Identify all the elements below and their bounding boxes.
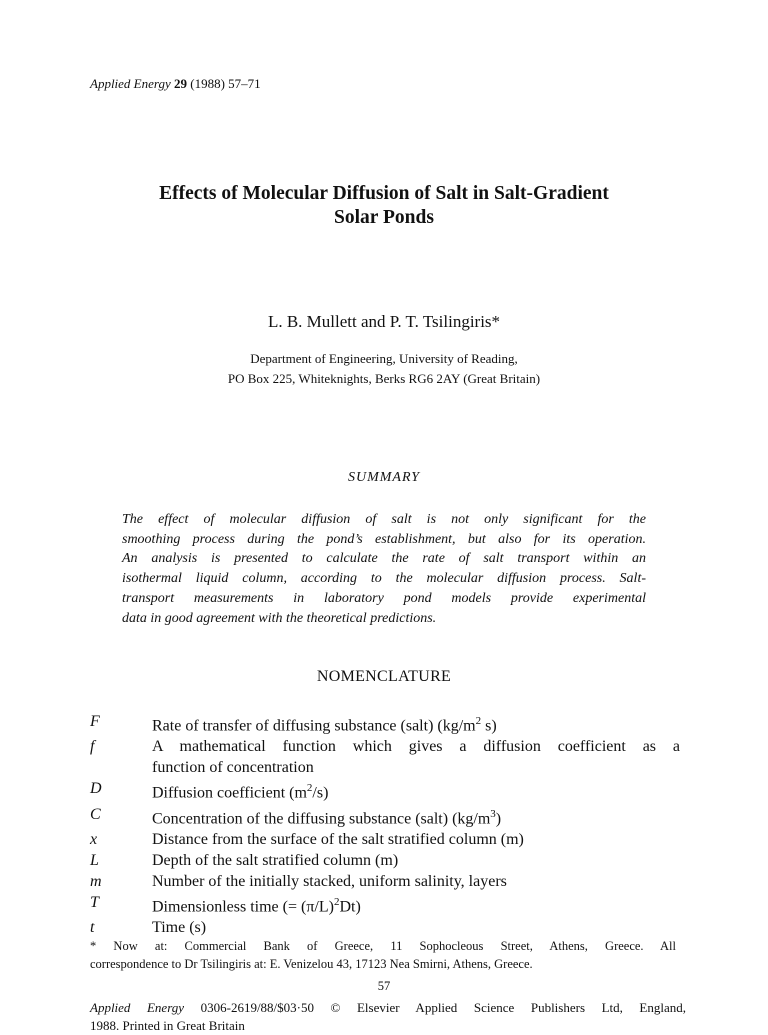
nomenclature-item xyxy=(90,892,680,917)
nomenclature-symbol: m xyxy=(90,872,102,890)
paper-title-line1: Effects of Molecular Diffusion of Salt in Salt-Gradient xyxy=(159,183,609,204)
definition-text: Concentration of the diffusing substance (salt) (kg/m xyxy=(152,809,491,827)
nomenclature-symbol: L xyxy=(90,851,99,869)
superscript: 2 xyxy=(475,715,482,727)
footnote-line2: correspondence to Dr Tsilingiris at: E. Venizelou 43, 17123 Nea Smirni, Athens, Greece. xyxy=(90,957,533,971)
copyright-line1 xyxy=(90,999,686,1017)
journal-name: Applied Energy xyxy=(90,76,171,91)
superscript: 2 xyxy=(306,782,313,795)
page-number: 57 xyxy=(377,979,391,993)
nomenclature-item xyxy=(90,871,680,892)
nomenclature-definition xyxy=(152,778,680,803)
summary-line: An analysis is presented to calculate the rate of salt transport within an xyxy=(122,551,646,567)
nomenclature-item xyxy=(90,804,680,829)
nomenclature-symbol: f xyxy=(90,738,95,756)
nomenclature-definition: Distance from the surface of the salt stratified column (m) xyxy=(152,830,524,848)
footnote-line1: * Now at: Commercial Bank of Greece, 11 Sophocleous Street, Athens, Greece. All xyxy=(90,939,676,953)
nomenclature-item xyxy=(90,850,680,871)
nomenclature-symbol: D xyxy=(90,780,102,798)
journal-volume: 29 xyxy=(174,76,187,91)
summary-line: isothermal liquid column, according to the molecular diffusion process. Salt- xyxy=(122,571,646,587)
definition-text: Rate of transfer of diffusing substance (salt) (kg/m xyxy=(152,717,476,735)
footnote xyxy=(90,937,676,973)
copyright-text: 0306-2619/88/$03·50 © Elsevier Applied Science Publishers Ltd, England, xyxy=(184,1000,687,1015)
paper-title xyxy=(60,182,708,230)
definition-text: Dt) xyxy=(339,898,361,916)
journal-year-pages: (1988) 57–71 xyxy=(190,76,261,91)
nomenclature-symbol: T xyxy=(90,893,99,911)
definition-text: Diffusion coefficient (m xyxy=(152,784,307,802)
nomenclature-symbol: F xyxy=(90,713,100,730)
superscript: 3 xyxy=(490,807,496,820)
nomenclature-item xyxy=(90,736,680,757)
nomenclature-definition xyxy=(152,892,680,917)
definition-text: Dimensionless time (= (π/L) xyxy=(152,898,334,916)
summary-text xyxy=(122,510,646,628)
copyright-line2: 1988. Printed in Great Britain xyxy=(90,1018,245,1033)
nomenclature-definition: Time (s) xyxy=(152,919,207,937)
definition-text: ) xyxy=(495,809,502,827)
authors: L. B. Mullett and P. T. Tsilingiris* xyxy=(267,312,501,331)
affiliation-line1: Department of Engineering, University of Reading, xyxy=(250,351,518,366)
nomenclature-list xyxy=(90,711,680,938)
summary-heading: SUMMARY xyxy=(347,470,421,485)
summary-line: data in good agreement with the theoretical predictions. xyxy=(122,610,437,626)
summary-line: transport measurements in laboratory pond models provide experimental xyxy=(122,590,646,606)
nomenclature-definition: function of concentration xyxy=(152,759,314,777)
nomenclature-item xyxy=(90,711,680,736)
nomenclature-definition xyxy=(152,804,680,829)
affiliation xyxy=(0,349,768,389)
nomenclature-item xyxy=(90,917,680,938)
nomenclature-item xyxy=(90,778,680,803)
copyright-notice xyxy=(90,999,686,1035)
nomenclature-definition: A mathematical function which gives a diffusion coefficient as a xyxy=(152,738,680,756)
nomenclature-definition: Number of the initially stacked, uniform salinity, layers xyxy=(152,872,507,890)
nomenclature-item-continued xyxy=(90,757,680,778)
paper-title-line2: Solar Ponds xyxy=(334,207,434,228)
definition-text: s) xyxy=(481,717,497,735)
superscript: 2 xyxy=(333,895,340,908)
summary-line: smoothing process during the pond’s establishment, but also for its operation. xyxy=(122,531,646,547)
nomenclature-symbol: x xyxy=(90,830,98,848)
nomenclature-symbol: t xyxy=(90,919,95,937)
nomenclature-definition xyxy=(152,711,680,736)
definition-text: /s) xyxy=(312,784,329,802)
summary-line: The effect of molecular diffusion of salt is not only significant for the xyxy=(122,512,646,527)
nomenclature-symbol: C xyxy=(90,805,101,823)
nomenclature-heading: NOMENCLATURE xyxy=(316,668,452,685)
copyright-journal: Applied Energy xyxy=(90,1000,185,1015)
affiliation-line2: PO Box 225, Whiteknights, Berks RG6 2AY (Great Britain) xyxy=(227,371,541,386)
nomenclature-definition: Depth of the salt stratified column (m) xyxy=(152,851,399,869)
journal-citation-header xyxy=(90,76,261,92)
nomenclature-item xyxy=(90,829,680,850)
